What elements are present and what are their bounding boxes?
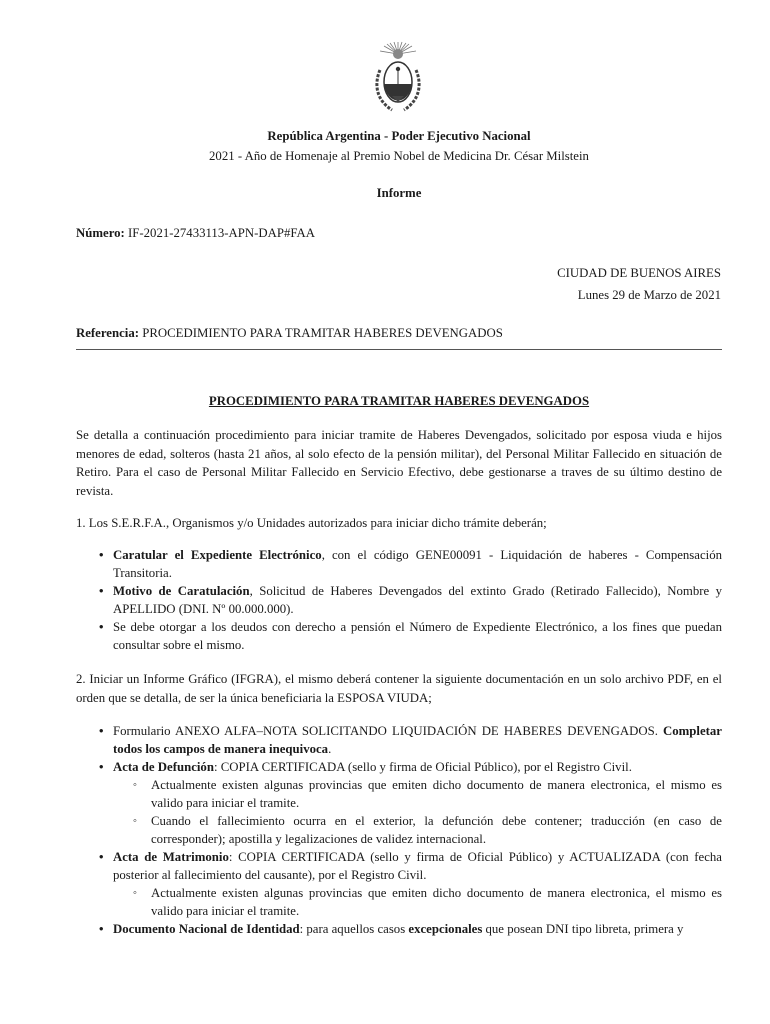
city: CIUDAD DE BUENOS AIRES — [557, 266, 721, 280]
body-content — [76, 426, 722, 938]
sub-list-item: ◦ Actualmente existen algunas provincias que emiten dicho documento de manera electronica, el mismo es valido para iniciar el tramite. — [76, 884, 722, 920]
section-1-list — [76, 546, 722, 654]
section-2-list — [76, 722, 722, 938]
document-type: Informe — [376, 186, 422, 200]
section-2-heading: 2. Iniciar un Informe Gráfico (IFGRA), el mismo deberá contener la siguiente documentación en un solo archivo PDF, en el orden que se detalla, de ser la única beneficiaria la ESPOSA VIUDA; — [76, 672, 722, 705]
number-value: IF-2021-27433113-APN-DAP#FAA — [128, 226, 315, 240]
year-motto: 2021 - Año de Homenaje al Premio Nobel de Medicina Dr. César Milstein — [209, 149, 589, 163]
reference-label: Referencia: — [76, 326, 140, 340]
section-1-heading: 1. Los S.E.R.F.A., Organismos y/o Unidades autorizados para iniciar dicho trámite deberán; — [76, 516, 547, 530]
date: Lunes 29 de Marzo de 2021 — [577, 288, 721, 302]
list-item: • Acta de Defunción: COPIA CERTIFICADA (sello y firma de Oficial Público), por el Registro Civil. — [76, 758, 722, 776]
reference — [76, 326, 503, 341]
sub-list-item: ◦ Cuando el fallecimiento ocurra en el exterior, la defunción debe contener; traducción (en caso de corresponder); apostilla y legalizaciones de validez internacional. — [76, 812, 722, 848]
document-number — [76, 226, 315, 241]
list-item: • Formulario ANEXO ALFA–NOTA SOLICITANDO LIQUIDACIÓN DE HABERES DEVENGADOS. Completar todos los campos de manera inequivoca. — [76, 722, 722, 758]
issuer-heading: República Argentina - Poder Ejecutivo Nacional — [267, 129, 531, 143]
coat-of-arms-emblem — [370, 40, 426, 116]
reference-value: PROCEDIMIENTO PARA TRAMITAR HABERES DEVENGADOS — [142, 326, 503, 340]
header-divider — [76, 349, 722, 350]
list-item: • Documento Nacional de Identidad: para aquellos casos excepcionales que posean DNI tipo libreta, primera y — [76, 920, 722, 938]
number-label: Número: — [76, 226, 125, 240]
list-item: • Se debe otorgar a los deudos con derecho a pensión el Número de Expediente Electrónico, a los fines que puedan consultar sobre el mismo. — [76, 618, 722, 654]
intro-paragraph: Se detalla a continuación procedimiento para iniciar tramite de Haberes Devengados, solicitado por esposa viuda e hijos menores de edad, solteros (hasta 21 años, al solo efecto de la pensión militar), del Personal Militar Fallecido en situación de Retiro. Para el caso de Personal Militar Fallecido en Servicio Efectivo, debe gestionarse a traves de su último destino de revista. — [76, 428, 722, 498]
list-item: • Caratular el Expediente Electrónico, con el código GENE00091 - Liquidación de haberes - Compensación Transitoria. — [76, 546, 722, 582]
list-item: • Acta de Matrimonio: COPIA CERTIFICADA (sello y firma de Oficial Público) y ACTUALIZADA (con fecha posterior al fallecimiento del causante), por el Registro Civil. — [76, 848, 722, 884]
list-item: • Motivo de Caratulación, Solicitud de Haberes Devengados del extinto Grado (Retirado Fallecido), Nombre y APELLIDO (DNI. Nº 00.000.000). — [76, 582, 722, 618]
body-title: PROCEDIMIENTO PARA TRAMITAR HABERES DEVENGADOS — [208, 394, 590, 408]
sub-list-item: ◦ Actualmente existen algunas provincias que emiten dicho documento de manera electronica, el mismo es valido para iniciar el tramite. — [76, 776, 722, 812]
